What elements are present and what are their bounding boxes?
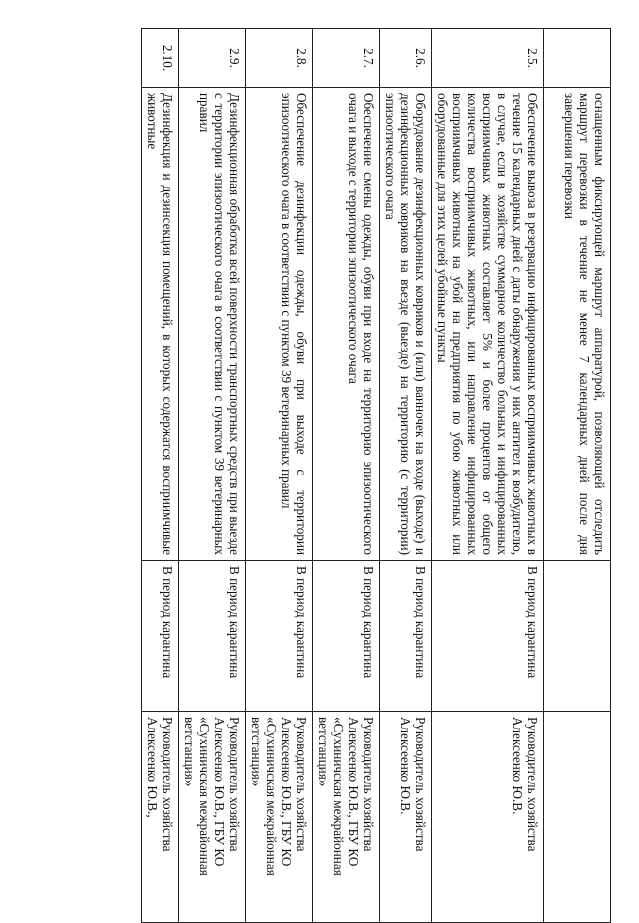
table-row <box>544 29 611 923</box>
measure-text: Оборудование дезинфекционных ковриков и (или) ванночек на входе (выходе) и дезинфекционных ковриков на въезде (выезде) на территорию (с территории) эпизоотического очага <box>380 88 432 561</box>
responsible-text: Руководитель хозяйства Алексеенко Ю.В., ГБУ КО «Сухиничская межрайонная ветстанция» <box>179 712 246 923</box>
term-text <box>544 561 611 712</box>
row-number: 2.7. <box>313 29 380 88</box>
responsible-text: Руководитель хозяйства Алексеенко Ю.В. <box>432 712 544 923</box>
row-number: 2.5. <box>432 29 544 88</box>
measure-text: Обеспечение смены одежды, обуви при входе на территорию эпизоотического очага и выходе с территории эпизоотического очага <box>313 88 380 561</box>
term-text: В период карантина <box>179 561 246 712</box>
table-row <box>246 29 313 923</box>
table-row <box>179 29 246 923</box>
row-number: 2.8. <box>246 29 313 88</box>
row-number <box>544 29 611 88</box>
responsible-text <box>544 712 611 923</box>
measure-text: Дезинфекция и дезинсекция помещений, в которых содержатся восприимчивые животные <box>142 88 179 561</box>
table-row <box>432 29 544 923</box>
table-row <box>380 29 432 923</box>
term-text: В период карантина <box>313 561 380 712</box>
measure-text: оснащенным фиксирующей маршрут аппаратурой, позволяющей отследить маршрут перевозки в течение не менее 7 календарных дней после дня завершения перевозки <box>544 88 611 561</box>
term-text: В период карантина <box>432 561 544 712</box>
measure-text: Обеспечение вывоза в резервацию инфицированных восприимчивых животных в течение 15 календарных дней с даты обнаружения у них антител к возбудителю, в случае, если в хозяйстве суммарное количество больных и инфицированных восприимчивых животных составляет 5% и более процентов от общего количества восприимчивых животных, или направление инфицированных восприимчивых животных на убой на предприятия по убою животных или оборудованные для этих целей убойные пункты <box>432 88 544 561</box>
term-text: В период карантина <box>380 561 432 712</box>
table-row <box>313 29 380 923</box>
responsible-text: Руководитель хозяйства Алексеенко Ю.В., <box>142 712 179 923</box>
responsible-text: Руководитель хозяйства Алексеенко Ю.В. <box>380 712 432 923</box>
row-number: 2.9. <box>179 29 246 88</box>
measures-table <box>141 28 611 923</box>
term-text: В период карантина <box>246 561 313 712</box>
term-text: В период карантина <box>142 561 179 712</box>
measure-text: Обеспечение дезинфекции одежды, обуви при выходе с территории эпизоотического очага в соответствии с пунктом 39 ветеринарных правил <box>246 88 313 561</box>
responsible-text: Руководитель хозяйства Алексеенко Ю.В., ГБУ КО «Сухиничская межрайонная ветстанция» <box>313 712 380 923</box>
responsible-text: Руководитель хозяйства Алексеенко Ю.В., ГБУ КО «Сухиничская межрайонная ветстанция» <box>246 712 313 923</box>
measure-text: Дезинфекционная обработка всей поверхности транспортных средств при выезде с территории эпизоотического очага в соответствии с пунктом 39 ветеринарных правил <box>179 88 246 561</box>
row-number: 2.10. <box>142 29 179 88</box>
table-row <box>142 29 179 923</box>
row-number: 2.6. <box>380 29 432 88</box>
